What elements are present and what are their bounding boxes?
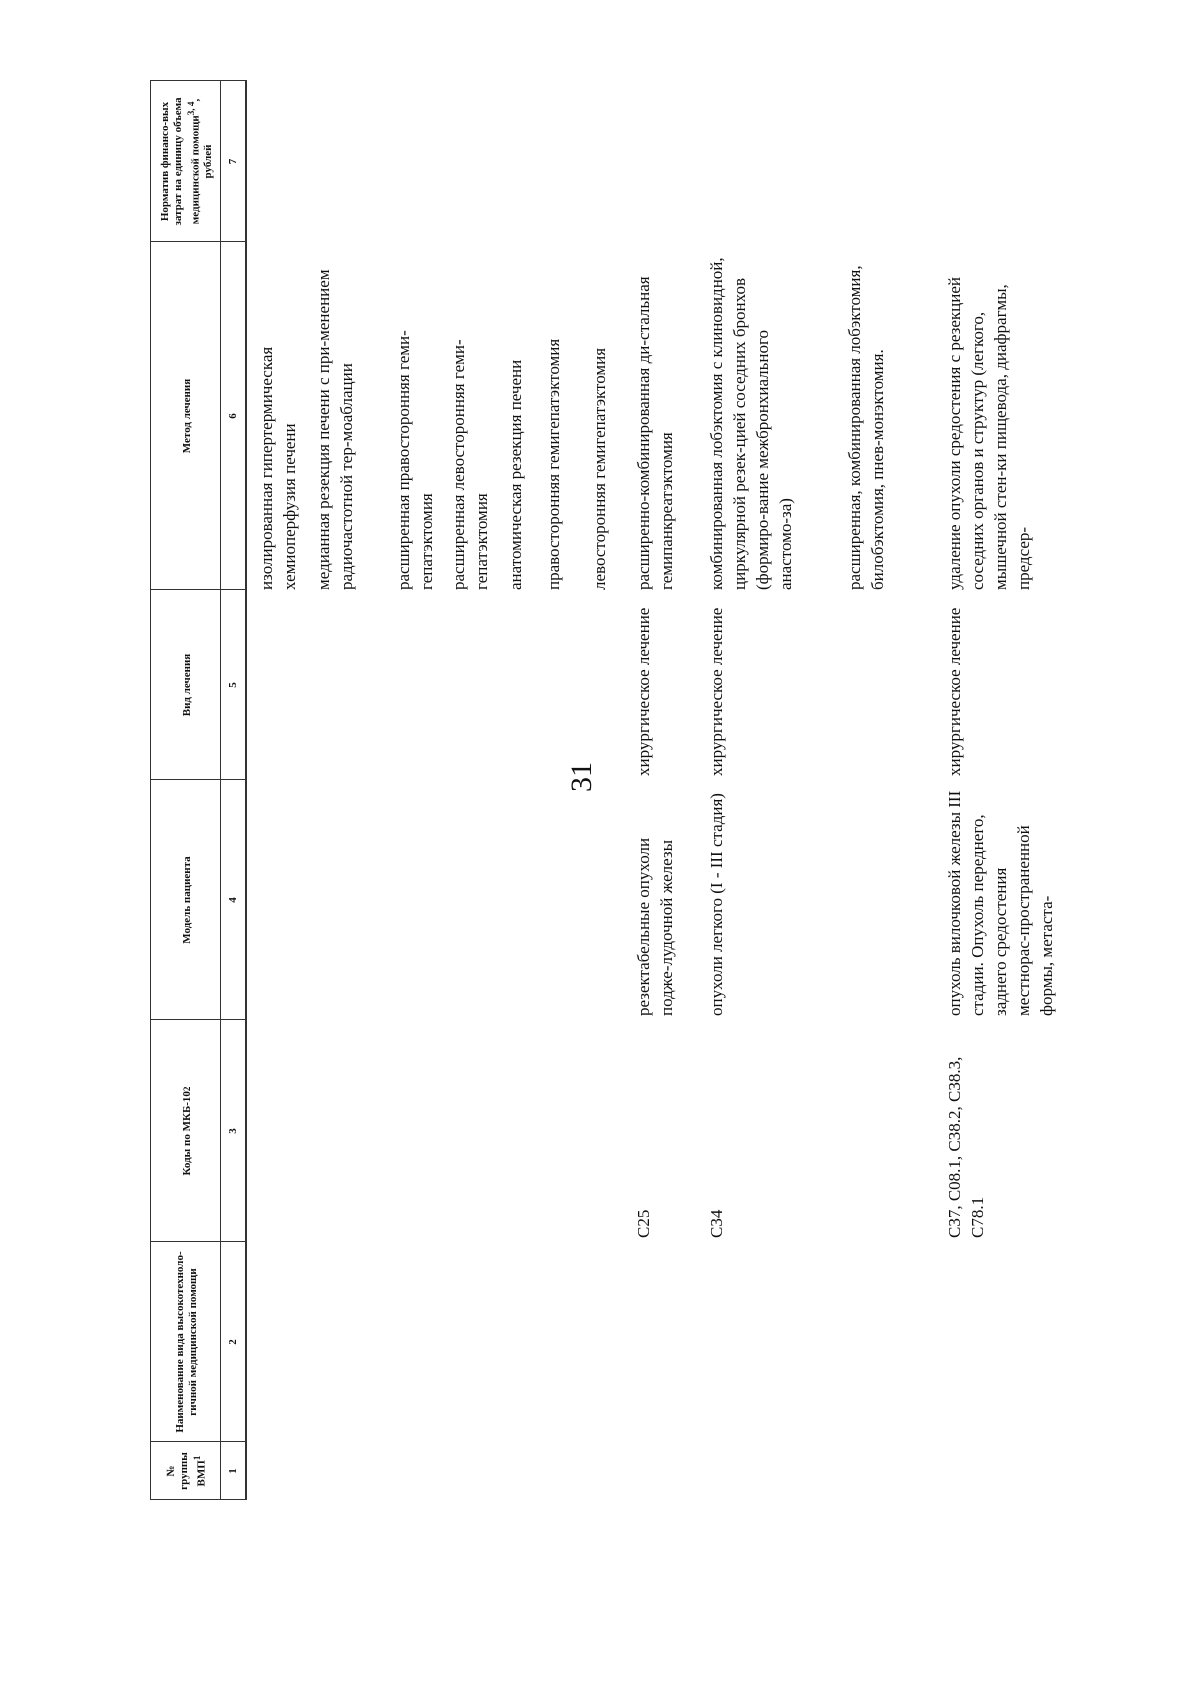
- column-numbers-divider: [245, 80, 247, 1500]
- column-number-3: 3: [227, 1128, 239, 1134]
- patient-model-cell: резектабельные опухоли подже-лудочной железы: [634, 837, 676, 1016]
- rotated-table: [150, 80, 1190, 1500]
- method-cell: удаление опухоли средостения с резекцией соседних органов и структур (легкого, мышечной стен-ки пищевода, диафрагмы, предсер-: [945, 277, 1033, 590]
- header-group-number-line3: ВМП: [195, 1460, 208, 1487]
- header-footnote-3-4: 3, 4: [185, 101, 196, 116]
- method-cell: изолированная гипертермическая хемиоперфузия печени: [257, 346, 299, 590]
- treatment-type-cell: хирургическое лечение: [945, 607, 964, 776]
- header-icd-codes: [154, 1020, 220, 1242]
- method-cell: медианная резекция печени с при-менением радиочастотной тер-моаблации: [314, 269, 356, 590]
- icd-code-cell: C37, C08.1, C38.2, C38.3, C78.1: [945, 1056, 987, 1238]
- table-top-border: [150, 80, 151, 1500]
- method-cell: комбинированная лобэктомия с клиновидной, циркулярной резек-цией соседних бронхов (формиро-вание межбронхиального анастомо-за): [707, 257, 795, 590]
- method-cell: расширенная правосторонняя геми-гепатэктомия: [394, 330, 436, 590]
- header-footnote-1: 1: [192, 1455, 203, 1461]
- method-cell: левосторонняя гемигепатэктомия: [590, 347, 609, 590]
- header-cost-unit: , рублей: [189, 98, 215, 179]
- column-number-2: 2: [227, 1339, 239, 1345]
- treatment-type-cell: хирургическое лечение: [707, 607, 726, 776]
- method-cell: расширенная левосторонняя геми-гепатэктомия: [449, 339, 491, 590]
- header-cost-standard-label: Норматив финансо-вых затрат на единицу объема медицинской помощи: [158, 97, 202, 226]
- treatment-type-cell: хирургическое лечение: [634, 607, 653, 776]
- header-treatment-type: Вид лечения: [180, 653, 193, 717]
- column-number-5: 5: [227, 682, 239, 688]
- method-cell: правосторонняя гемигепатэктомия: [544, 338, 563, 590]
- method-cell: расширенная, комбинированная лобэктомия, билобэктомия, пнев-монэктомия.: [845, 265, 887, 590]
- header-vmp-name: Наименование вида высокотехноло-гичной медицинской помощи: [174, 1251, 199, 1433]
- patient-model-cell: опухоль вилочковой железы III стадии. Опухоль переднего, заднего средостения местнорас-пространенной формы, метаста-: [945, 790, 1056, 1016]
- header-group-number-line2: группы: [178, 1452, 191, 1490]
- header-group-number-line1: №: [165, 1465, 178, 1477]
- header-cost-standard: [154, 81, 220, 242]
- column-number-6: 6: [227, 413, 239, 419]
- column-number-4: 4: [227, 897, 239, 903]
- header-divider: [220, 80, 221, 1500]
- header-patient-model: Модель пациента: [180, 856, 193, 944]
- page-number: 31: [565, 762, 598, 792]
- column-number-7: 7: [227, 158, 239, 165]
- icd-code-cell: C25: [634, 1209, 653, 1238]
- method-cell: расширенно-комбинированная ди-стальная гемипанкреатэктомия: [634, 276, 676, 590]
- icd-code-cell: C34: [707, 1209, 726, 1238]
- method-cell: анатомическая резекция печени: [506, 359, 525, 590]
- header-icd-codes-label: Коды по МКБ-10: [180, 1091, 193, 1176]
- patient-model-cell: опухоли легкого (I - III стадия): [707, 793, 726, 1016]
- header-footnote-2: 2: [181, 1086, 192, 1092]
- column-number-1: 1: [227, 1468, 239, 1474]
- header-group-number: [154, 1442, 220, 1500]
- header-treatment-method: Метод лечения: [180, 378, 193, 454]
